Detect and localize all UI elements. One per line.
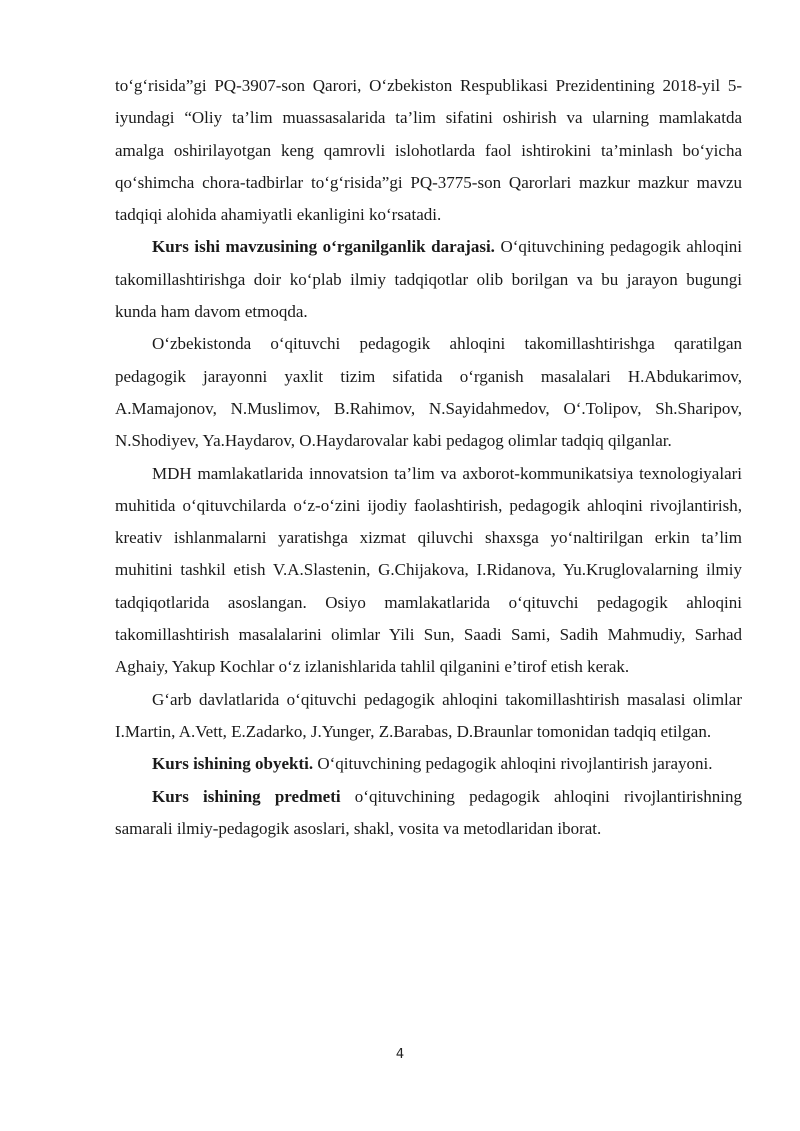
page-number: 4	[395, 1047, 405, 1062]
paragraph-uzbekistan-research	[115, 328, 742, 457]
paragraph-text: MDH mamlakatlarida innovatsion ta’lim va axborot-kommunikatsiya texnologiyalari muhitida o‘qituvchilarda o‘z-o‘zini ijodiy faolashtirish, pedagogik ahloqini rivojlantirish, kreativ ishlanmalarni yaratishga xizmat qiluvchi shaxsga yo‘naltirilgan erkin ta’lim muhitini tashkil etish V.A.Slastenin, G.Chijakova, I.Ridanova, Yu.Kruglovalarning ilmiy tadqiqotlarida asoslangan. Osiyo mamlakatlarida o‘qituvchi pedagogik ahloqini takomillashtirish masalalarini olimlar Yili Sun, Saadi Sami, Sadih Mahmudiy, Sarhad Aghaiy, Yakup Kochlar o‘z izlanishlarida tahlil qilganini e’tirof etish kerak.	[115, 463, 742, 677]
paragraph-text: to‘g‘risida”gi PQ-3907-son Qarori, O‘zbekiston Respublikasi Prezidentining 2018-yil 5-iyundagi “Oliy ta’lim muassasalarida ta’lim sifatini oshirish va ularning mamlakatda amalga oshirilayotgan keng qamrovli islohotlarda faol ishtirokini ta’minlash bo‘yicha qo‘shimcha chora-tadbirlar to‘g‘risida”gi PQ-3775-son Qarorlari mazkur mazkur mavzu tadqiqi alohida ahamiyatli ekanligini ko‘rsatadi.	[115, 76, 742, 225]
paragraph-text: O‘zbekistonda o‘qituvchi pedagogik ahloqini takomillashtirishga qaratilgan pedagogik jarayonni yaxlit tizim sifatida o‘rganish masalalari H.Abdukarimov, A.Mamajonov, N.Muslimov, B.Rahimov, N.Sayidahmedov, O‘.Tolipov, Sh.Sharipov, N.Shodiyev, Ya.Haydarov, O.Haydarovalar kabi pedagog olimlar tadqiq qilganlar.	[115, 334, 742, 451]
paragraph-heading: Kurs ishi mavzusining o‘rganilganlik darajasi.	[152, 237, 495, 257]
paragraph-cis-asia-research	[115, 458, 742, 684]
paragraph-decrees	[115, 70, 742, 231]
paragraph-heading: Kurs ishining predmeti	[152, 786, 341, 806]
paragraph-heading: Kurs ishining obyekti.	[152, 754, 314, 774]
paragraph-text: O‘qituvchining pedagogik ahloqini rivojlantirish jarayoni.	[313, 754, 713, 774]
paragraph-study-level	[115, 231, 742, 328]
paragraph-text: G‘arb davlatlarida o‘qituvchi pedagogik ahloqini takomillashtirish masalasi olimlar I.Martin, A.Vett, E.Zadarko, J.Yunger, Z.Barabas, D.Braunlar tomonidan tadqiq etilgan.	[115, 689, 742, 741]
paragraph-object	[115, 748, 742, 780]
paragraph-text: O‘qituvchining pedagogik ahloqini takomillashtirishga doir ko‘plab ilmiy tadqiqotlar olib borilgan va bu jarayon bugungi kunda ham davom etmoqda.	[115, 237, 743, 322]
paragraph-text: o‘qituvchining pedagogik ahloqini rivojlantirishning samarali ilmiy-pedagogik asoslari, shakl, vosita va metodlaridan iborat.	[115, 786, 742, 838]
paragraph-subject	[115, 781, 742, 846]
paragraph-western-research	[115, 684, 742, 749]
